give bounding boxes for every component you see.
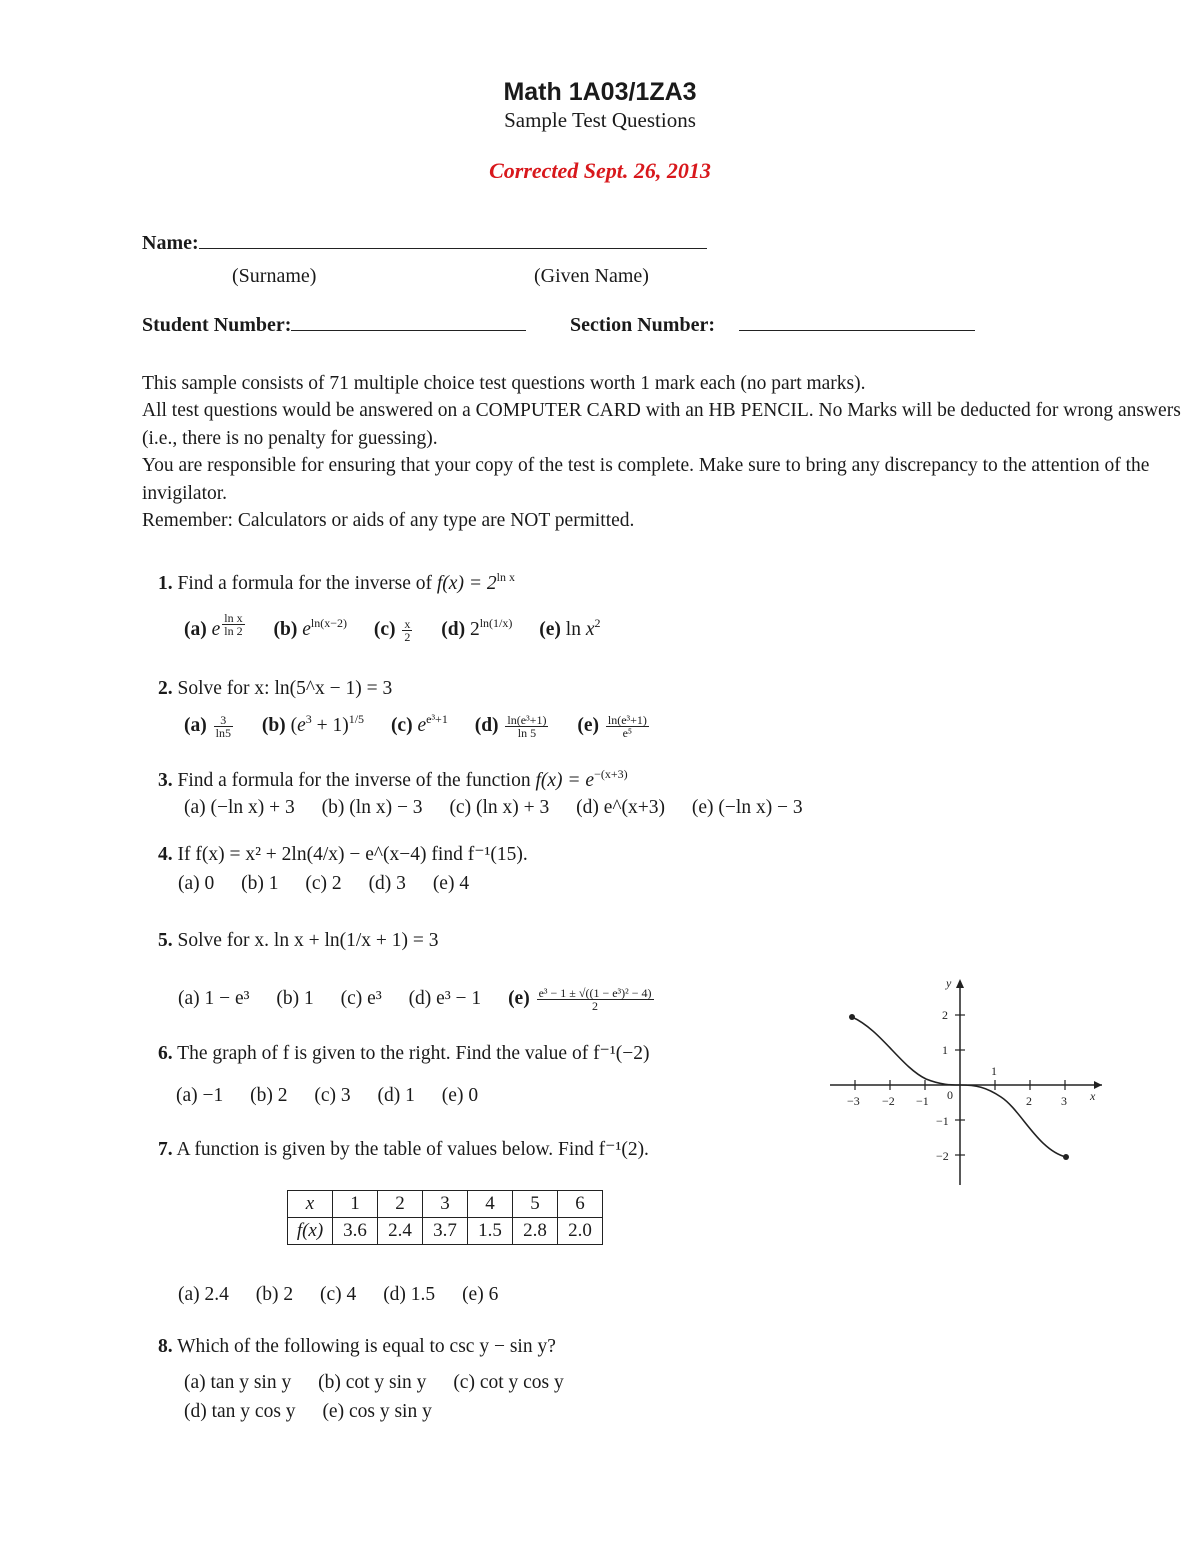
- instruction-line: You are responsible for ensuring that your copy of the test is complete. Make sure to bring any discrepancy to the attention of the invigilator.: [142, 455, 1150, 504]
- answer-option: (c) 2: [305, 873, 342, 894]
- function-curve: [852, 1017, 1066, 1157]
- instruction-line: Remember: Calculators or aids of any type are NOT permitted.: [142, 510, 635, 532]
- values-table: [287, 1190, 603, 1245]
- question-1-options: (a) e $^{\frac{\text{ln x}}{\ln 2}}$ (b) $e^{ln(x-2)}$ (c) $\frac{x}{2}$ (d) $2^{ln(1/x)}$ (e) $\ln x^2$: [184, 611, 601, 645]
- instruction-line: All test questions would be answered on a COMPUTER CARD with an HB PENCIL. No Marks will be deducted for wrong answers (i.e., there is no penalty for guessing).: [142, 400, 1181, 449]
- table-row: [288, 1191, 603, 1218]
- function-graph: [826, 975, 1106, 1190]
- answer-option: (c) 3: [314, 1085, 351, 1106]
- student-number-line[interactable]: [291, 314, 526, 331]
- question-5: 5. Solve for x. ln x + ln(1/x + 1) = 3: [158, 930, 439, 951]
- answer-option: (d) 3: [368, 873, 406, 894]
- y-tick-label: 1: [942, 1043, 948, 1057]
- answer-option: (d) 1: [377, 1085, 415, 1106]
- curve-endpoint: [849, 1014, 855, 1020]
- answer-option: (a) tan y sin y: [184, 1372, 292, 1393]
- answer-option: (a) 2.4: [178, 1284, 229, 1305]
- answer-option: (e): [508, 987, 530, 1009]
- question-8-options-row2: [184, 1401, 454, 1423]
- x-tick-label: −2: [882, 1094, 895, 1108]
- question-5-options: (a) 1 − e³ (b) 1 (c) e³ (d) e³ − 1 (e) $\frac{\text{e³ − 1 ± √((1 − e³)² − 4)}}{2}$: [178, 986, 652, 1013]
- table-cell: 1: [333, 1191, 378, 1218]
- table-cell: x: [288, 1191, 333, 1218]
- question-3-options: [184, 797, 825, 819]
- table-cell: 3: [423, 1191, 468, 1218]
- question-7: 7. A function is given by the table of values below. Find f⁻¹(2).: [158, 1139, 649, 1160]
- y-axis-arrow: [956, 979, 964, 988]
- table-cell: f(x): [288, 1218, 333, 1245]
- section-number-row: [570, 314, 975, 337]
- student-number-label: Student Number:: [142, 314, 292, 336]
- x-tick-label: −3: [847, 1094, 860, 1108]
- answer-option: (a) (−ln x) + 3: [184, 797, 295, 818]
- question-4: 4. If f(x) = x² + 2ln(4/x) − e^(x−4) find f⁻¹(15).: [158, 844, 528, 865]
- answer-option: (e) 4: [432, 873, 470, 894]
- answer-option: (b) 1: [241, 873, 279, 894]
- answer-option: (e) 6: [462, 1284, 499, 1305]
- answer-option: (d) e^(x+3): [576, 797, 666, 818]
- instruction-line: This sample consists of 71 multiple choice test questions worth 1 mark each (no part marks).: [142, 373, 866, 394]
- answer-option: (e) (−ln x) − 3: [691, 797, 803, 818]
- answer-option: (a) 0: [178, 873, 215, 894]
- name-line[interactable]: [199, 232, 707, 249]
- section-number-line[interactable]: [739, 314, 975, 331]
- given-name-label: (Given Name): [534, 265, 649, 287]
- table-cell: 6: [558, 1191, 603, 1218]
- answer-option: (d) 1.5: [383, 1284, 436, 1305]
- x-tick-label: 2: [1026, 1094, 1032, 1108]
- answer-option: (c) (ln x) + 3: [449, 797, 550, 818]
- table-cell: 3.7: [423, 1218, 468, 1245]
- answer-option: (e) 0: [441, 1085, 479, 1106]
- answer-option: (b) (ln x) − 3: [321, 797, 423, 818]
- section-number-label: Section Number:: [570, 314, 715, 336]
- answer-option: (c) e³: [340, 987, 382, 1009]
- y-tick-label: −2: [936, 1149, 949, 1163]
- question-6-options: [176, 1085, 500, 1107]
- page-title: Math 1A03/1ZA3: [503, 78, 697, 106]
- x-tick-label: 3: [1061, 1094, 1067, 1108]
- table-cell: 4: [468, 1191, 513, 1218]
- table-cell: 5: [513, 1191, 558, 1218]
- question-6: 6. The graph of f is given to the right. Find the value of f⁻¹(−2): [158, 1043, 650, 1064]
- name-label: Name:: [142, 232, 199, 254]
- table-cell: 2.8: [513, 1218, 558, 1245]
- surname-label: (Surname): [232, 265, 317, 287]
- answer-option: (b) 2: [250, 1085, 288, 1106]
- answer-option: (c) cot y cos y: [453, 1372, 564, 1393]
- student-number-row: [142, 314, 526, 337]
- question-3: 3. Find a formula for the inverse of the function $f(x) = e^{-(x+3)}$: [158, 767, 628, 791]
- correction-note: Corrected Sept. 26, 2013: [489, 158, 711, 183]
- x-tick-label: 1: [991, 1064, 997, 1078]
- answer-option: (a) −1: [176, 1085, 224, 1106]
- table-cell: 2: [378, 1191, 423, 1218]
- question-1: 1. Find a formula for the inverse of $f(x) = 2^{ln x}$: [158, 570, 515, 594]
- curve-endpoint: [1063, 1154, 1069, 1160]
- table-cell: 1.5: [468, 1218, 513, 1245]
- x-tick-label: 0: [947, 1088, 953, 1102]
- question-2: 2. Solve for x: ln(5^x − 1) = 3: [158, 678, 393, 699]
- instructions: [142, 370, 1182, 534]
- x-axis-arrow: [1094, 1081, 1102, 1089]
- page-subtitle: Sample Test Questions: [504, 108, 696, 132]
- table-cell: 2.4: [378, 1218, 423, 1245]
- table-cell: 2.0: [558, 1218, 603, 1245]
- answer-option: (e) cos y sin y: [322, 1401, 432, 1422]
- table-cell: 3.6: [333, 1218, 378, 1245]
- question-7-options: [178, 1284, 520, 1306]
- question-8: 8. Which of the following is equal to csc y − sin y?: [158, 1336, 556, 1357]
- question-2-options: (a) $\frac{3}{\ln 5}$ (b) $(e^3 + 1)^{1/5}$ (c) $e^{e^3+1}$ (d) $\frac{\text{ln(e³+1)}}{\ln 5}$ (e) $\frac{\text{ln(e³+1)}}{\text{e⁵}}$: [184, 712, 647, 741]
- answer-option: (c) 4: [320, 1284, 357, 1305]
- question-4-options: [178, 873, 491, 895]
- name-row: [142, 232, 707, 255]
- y-tick-label: −1: [936, 1114, 949, 1128]
- y-axis-label: y: [946, 976, 952, 990]
- x-tick-label: −1: [916, 1094, 929, 1108]
- answer-option: (b) 2: [255, 1284, 294, 1305]
- x-axis-label: x: [1090, 1089, 1096, 1103]
- answer-option: (a) 1 − e³: [178, 987, 250, 1009]
- answer-option: (b) 1: [276, 987, 314, 1009]
- answer-option: (d) tan y cos y: [184, 1401, 296, 1422]
- table-row: [288, 1218, 603, 1245]
- answer-option: (d) e³ − 1: [408, 987, 482, 1009]
- y-tick-label: 2: [942, 1008, 948, 1022]
- question-8-options-row1: [184, 1372, 586, 1394]
- answer-option: (b) cot y sin y: [318, 1372, 427, 1393]
